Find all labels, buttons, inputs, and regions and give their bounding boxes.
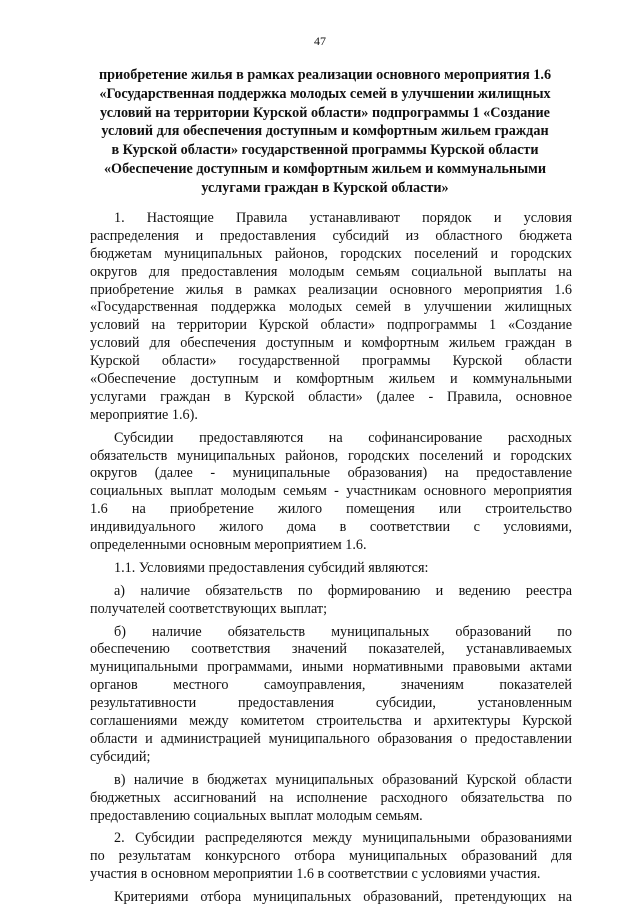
text-line: социальных выплат молодым семьям - участникам основного мероприятия [90,483,572,500]
paragraph-rules-scope [90,210,572,425]
text-line: участия в основном мероприятии 1.6 в соответствии с условиями участия. [90,866,541,883]
text-line: определенными основным мероприятием 1.6. [90,537,367,554]
text-line: области и администрацией муниципального образования о предоставлении [90,730,572,747]
text-line: муниципальными программами, иными нормативными правовыми актами [90,659,572,676]
text-line: Критериями отбора муниципальных образований, претендующих на [114,889,572,906]
text-line: результативности предоставления субсидии, установленным [90,695,572,712]
text-line: индивидуального жилого дома в соответствии с условиями, [90,519,572,536]
text-line: бюджетам муниципальных районов, городских поселений и городских [90,245,572,262]
page-number: 47 [314,34,326,48]
text-line: округов для предоставления молодым семьям социальной выплаты на [90,263,572,280]
text-line: «Государственная поддержка молодых семей в улучшении жилищных [90,299,572,316]
heading-line: в Курской области» государственной программы Курской области [111,142,539,159]
text-line: округов (далее - муниципальные образования) на предоставление [90,465,572,482]
text-line: по результатам конкурсного отбора муниципальных образований для [90,848,572,865]
text-line: услугами граждан в Курской области» (далее - Правила, основное [90,388,572,405]
paragraph-subsidies-purpose [90,430,572,555]
text-line: 1. Настоящие Правила устанавливают порядок и условия [114,210,572,226]
paragraph-condition-b [90,624,572,767]
text-line: предоставлению социальных выплат молодым семьям. [90,807,423,824]
text-line: бюджетных ассигнований на исполнение расходного обязательства по [90,789,572,806]
paragraph-condition-c [90,772,572,826]
paragraph-selection-criteria [90,889,572,907]
paragraph-condition-a [90,583,572,619]
text-line: условий для обеспечения доступным и комфортным жильем граждан в [90,335,572,352]
text-line: соглашениями между комитетом строительства и архитектуры Курской [90,713,572,730]
text-line: получателей соответствующих выплат; [90,600,328,617]
text-line: органов местного самоуправления, значениям показателей [90,677,572,694]
text-line: обязательств муниципальных районов, городских поселений и городских [90,447,572,464]
heading-line: условий для обеспечения доступным и комфортным жильем граждан [101,123,549,140]
paragraph-conditions-intro [90,560,572,578]
text-line: Курской области» государственной программы Курской области [90,353,572,370]
text-line: мероприятие 1.6). [90,406,198,423]
heading-line: «Обеспечение доступным и комфортным жильем и коммунальными [103,160,547,177]
heading-line: услугами граждан в Курской области» [201,179,449,196]
text-line: субсидий; [90,748,151,765]
text-line: «Обеспечение доступным и комфортным жильем и коммунальными [90,371,572,388]
text-line: в) наличие в бюджетах муниципальных образований Курской области [114,771,572,788]
heading-line: приобретение жилья в рамках реализации основного мероприятия 1.6 [98,67,552,83]
body-text [90,210,572,912]
text-line: условий на территории Курской области» подпрограммы 1 «Создание [90,317,572,334]
text-line: а) наличие обязательств по формированию и ведению реестра [114,582,572,599]
text-line: 2. Субсидии распределяются между муниципальными образованиями [114,830,572,847]
text-line: б) наличие обязательств муниципальных образований по [114,623,572,640]
text-line: обеспечению соответствия значений показателей, устанавливаемых [90,641,572,658]
text-line: 1.6 на приобретение жилого помещения или строительство [90,501,572,518]
text-line: 1.1. Условиями предоставления субсидий являются: [114,559,429,576]
text-line: распределения и предоставления субсидий из областного бюджета [90,227,572,244]
paragraph-distribution [90,830,572,884]
text-line: Субсидии предоставляются на софинансирование расходных [114,429,572,446]
text-line: приобретение жилья в рамках реализации основного мероприятия 1.6 [90,281,572,298]
heading-line: условий на территории Курской области» подпрограммы 1 «Создание [100,104,550,121]
section-heading [76,66,574,198]
heading-line: «Государственная поддержка молодых семей в улучшении жилищных [99,85,551,102]
